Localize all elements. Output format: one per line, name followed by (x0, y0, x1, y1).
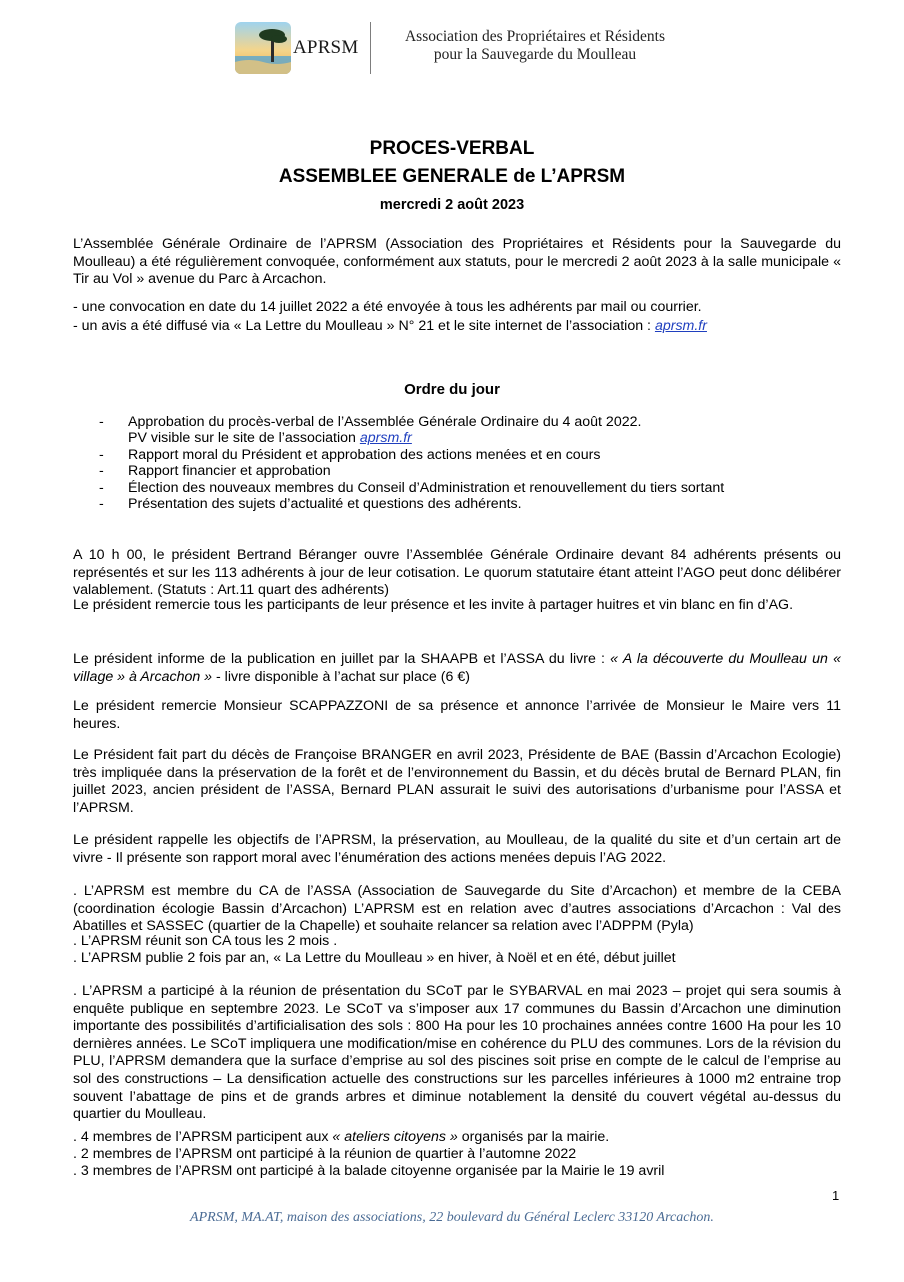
balade-line: . 3 membres de l’APRSM ont participé à la balade citoyenne organisée par la Mairie le 19 avril (73, 1163, 665, 1179)
agenda-title: Ordre du jour (404, 381, 500, 398)
agenda-item-1: Approbation du procès-verbal de l’Assemblée Générale Ordinaire du 4 août 2022. (128, 414, 642, 430)
association-line-1: Association des Propriétaires et Résidents (404, 28, 665, 45)
agenda-list (99, 414, 839, 512)
agenda-item (99, 447, 839, 463)
book-title: « A la découverte du Moulleau un « village » à Arcachon » (73, 651, 841, 685)
agenda-item-1-sub: PV visible sur le site de l’association (128, 430, 360, 447)
intro-bullet-2 (73, 318, 707, 336)
book-paragraph (73, 651, 841, 686)
ateliers-emphasis: « ateliers citoyens » (332, 1129, 458, 1145)
quartier-line: . 2 membres de l’APRSM ont participé à la réunion de quartier à l’automne 2022 (73, 1146, 577, 1162)
logo-wordmark: APRSM (293, 37, 359, 58)
meeting-date: mercredi 2 août 2023 (379, 197, 525, 213)
agenda-item-4: Élection des nouveaux membres du Conseil d’Administration et renouvellement du tiers sortant (128, 479, 725, 496)
opening-paragraph: A 10 h 00, le président Bertrand Béranger ouvre l’Assemblée Générale Ordinaire devant 84 adhérents présents ou représentés et sur les 113 adhérents à jour de leur cotisation. Le quorum statutaire étant atteint l’AGO peut donc délibérer valablement. (Statuts : Art.11 quart des adhérents) (73, 547, 841, 599)
header-divider (370, 22, 371, 74)
ateliers-line (73, 1129, 609, 1147)
agenda-item (99, 414, 839, 447)
publishes-line: . L’APRSM publie 2 fois par an, « La Lettre du Moulleau » en hiver, à Noël et en été, début juillet (73, 950, 676, 966)
agenda-dash: - (99, 463, 104, 480)
intro-paragraph: L’Assemblée Générale Ordinaire de l’APRSM (Association des Propriétaires et Résidents pour la Sauvegarde du Moulleau) a été régulièrement convoquée, conformément aux statuts, pour le mercredi 2 août 2023 à la salle municipale « Tir au Vol » avenue du Parc à Arcachon. (73, 236, 841, 288)
agenda-item-2: Rapport moral du Président et approbation des actions menées et en cours (128, 446, 601, 463)
intro-bullet-2-text: - un avis a été diffusé via « La Lettre du Moulleau » N° 21 et le site internet de l’association : (73, 318, 655, 334)
agenda-item (99, 480, 839, 496)
agenda-item-5: Présentation des sujets d’actualité et questions des adhérents. (128, 496, 522, 513)
thanks-paragraph: Le président remercie tous les participants de leur présence et les invite à partager huitres et vin blanc en fin d’AG. (73, 597, 794, 613)
website-link[interactable]: aprsm.fr (359, 430, 412, 447)
ca-meetings-line: . L’APRSM réunit son CA tous les 2 mois . (73, 933, 338, 949)
mayor-paragraph: Le président remercie Monsieur SCAPPAZZONI de sa présence et annonce l’arrivée de Monsieur le Maire vers 11 heures. (73, 698, 841, 732)
document-subtitle: ASSEMBLEE GENERALE de L’APRSM (278, 166, 626, 187)
objectives-paragraph: Le président rappelle les objectifs de l’APRSM, la préservation, au Moulleau, de la qualité du site et d’un certain art de vivre - Il présente son rapport moral avec l’énumération des actions menées depuis l’AG 2022. (73, 832, 841, 866)
letterhead (235, 22, 695, 78)
agenda-item-3: Rapport financier et approbation (128, 463, 331, 480)
ateliers-text: . 4 membres de l’APRSM participent aux (73, 1129, 333, 1145)
agenda-dash: - (99, 414, 104, 430)
website-link[interactable]: aprsm.fr (654, 318, 707, 334)
agenda-dash: - (99, 496, 104, 513)
scot-paragraph: . L’APRSM a participé à la réunion de présentation du SCoT par le SYBARVAL en mai 2023 – projet qui sera soumis à enquête publique en septembre 2023. Le SCoT va s’imposer aux 17 communes du Bassin d’Arcachon une diminution importante des possibilités d’artificialisation des sols : 800 Ha pour les 10 prochaines années contre 1600 Ha pour les 10 dernières années. Le SCoT impliquera une modification/mise en cohérence du PLU des communes. Lors de la révision du PLU, l’APRSM demandera que la surface d’emprise au sol des piscines soit prise en compte de le calcul de l’emprise au sol des constructions – La densification actuelle des constructions sur les parcelles inférieures à 1000 m2 entraine trop souvent l’abattage de pins et de grands arbres et diminue notablement la densité du couvert végétal au-dessus du quartier du Moulleau. (73, 983, 841, 1123)
footer-address: APRSM, MA.AT, maison des associations, 22 boulevard du Général Leclerc 33120 Arcachon. (190, 1210, 714, 1225)
agenda-dash: - (99, 446, 104, 463)
association-line-2: pour la Sauvegarde du Moulleau (433, 46, 637, 63)
agenda-dash: - (99, 479, 104, 496)
agenda-item (99, 496, 839, 512)
book-text-suffix: - livre disponible à l’achat sur place (6 €) (212, 668, 470, 685)
aprsm-logo (235, 22, 291, 74)
ateliers-text-suffix: organisés par la mairie. (457, 1129, 610, 1145)
agenda-item (99, 463, 839, 479)
document-title: PROCES-VERBAL (369, 138, 535, 159)
page-number: 1 (832, 1188, 840, 1203)
association-name (375, 28, 695, 64)
membership-paragraph: . L’APRSM est membre du CA de l’ASSA (Association de Sauvegarde du Site d’Arcachon) et membre de la CEBA (coordination écologie Bassin d’Arcachon) L’APRSM est en relation avec d’autres associations d’Arcachon : Val des Abatilles et SASSEC (quartier de la Chapelle) et souhaite relancer sa relation avec l’ADPPM (Pyla) (73, 883, 841, 935)
intro-bullet-1: - une convocation en date du 14 juillet 2022 a été envoyée à tous les adhérents par mail ou courrier. (73, 299, 702, 315)
book-text: Le président informe de la publication en juillet par la SHAAPB et l’ASSA du livre : (73, 651, 611, 667)
deaths-paragraph: Le Président fait part du décès de Françoise BRANGER en avril 2023, Présidente de BAE (Bassin d’Arcachon Ecologie) très impliquée dans la préservation de la forêt et de l’environnement du Bassin, et du décès brutal de Bernard PLAN, fin juillet 2023, ancien président de l’ASSA, Bernard PLAN assurait le suivi des autorisations d’urbanisme pour l’ASSA et l’APRSM. (73, 747, 841, 816)
